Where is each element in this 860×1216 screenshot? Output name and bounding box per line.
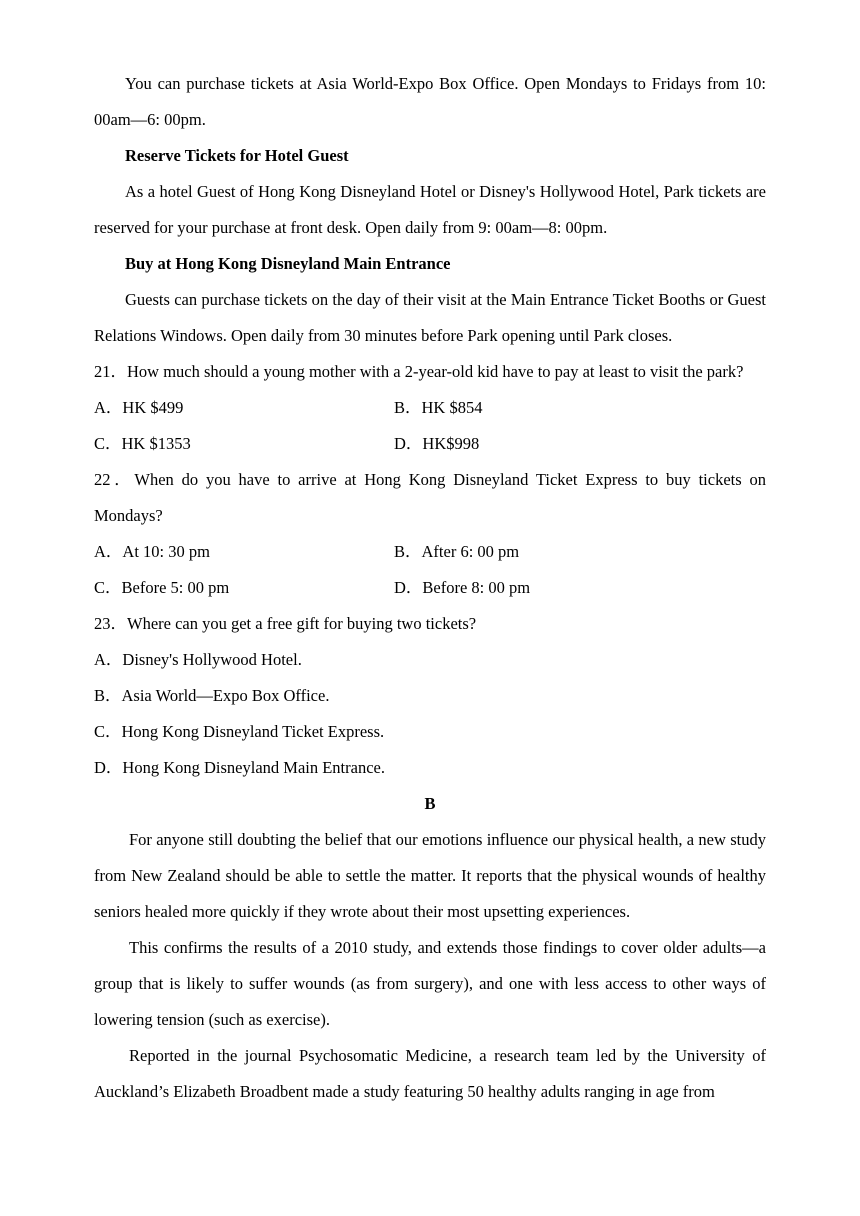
question-21-options-row-1 xyxy=(94,390,766,426)
question-21-stem: 21．How much should a young mother with a 2-year-old kid have to pay at least to visit the park? xyxy=(94,362,744,381)
option-23-d: D．Hong Kong Disneyland Main Entrance. xyxy=(94,758,385,777)
paragraph-main-entrance: Guests can purchase tickets on the day of their visit at the Main Entrance Ticket Booths or Guest Relations Windows. Open daily from 30 minutes before Park opening until Park closes. xyxy=(94,290,766,345)
option-23-c: C．Hong Kong Disneyland Ticket Express. xyxy=(94,722,385,741)
option-23-a: A．Disney's Hollywood Hotel. xyxy=(94,650,302,669)
paragraph-b-2: This confirms the results of a 2010 study, and extends those findings to cover older adults—a group that is likely to suffer wounds (as from surgery), and one with less access to other ways of lowering tension (such as exercise). xyxy=(94,938,766,1029)
question-21-options-row-2 xyxy=(94,426,766,462)
paragraph-box-office: You can purchase tickets at Asia World-Expo Box Office. Open Mondays to Fridays from 10: 00am—6: 00pm. xyxy=(94,74,766,129)
option-23-b: B．Asia World—Expo Box Office. xyxy=(94,686,330,705)
paragraph-b-3: Reported in the journal Psychosomatic Medicine, a research team led by the University of Auckland’s Elizabeth Broadbent made a study featuring 50 healthy adults ranging in age from xyxy=(94,1046,766,1101)
option-21-a: A．HK $499 xyxy=(94,398,184,417)
paragraph-hotel-guest: As a hotel Guest of Hong Kong Disneyland Hotel or Disney's Hollywood Hotel, Park tickets are reserved for your purchase at front desk. Open daily from 9: 00am—8: 00pm. xyxy=(94,182,766,237)
option-21-c: C．HK $1353 xyxy=(94,434,191,453)
section-b-title: B xyxy=(424,794,436,813)
option-22-c: C．Before 5: 00 pm xyxy=(94,578,230,597)
question-22-options-row-1 xyxy=(94,534,766,570)
option-21-b: B．HK $854 xyxy=(394,398,483,417)
option-21-d: D．HK$998 xyxy=(394,434,480,453)
document-page xyxy=(94,66,766,1110)
option-22-d: D．Before 8: 00 pm xyxy=(394,578,531,597)
option-22-a: A．At 10: 30 pm xyxy=(94,542,210,561)
heading-main-entrance: Buy at Hong Kong Disneyland Main Entrance xyxy=(125,254,451,273)
question-23-stem: 23．Where can you get a free gift for buying two tickets? xyxy=(94,614,477,633)
question-22-stem: 22．When do you have to arrive at Hong Kong Disneyland Ticket Express to buy tickets on Mondays? xyxy=(94,470,766,525)
heading-hotel-guest: Reserve Tickets for Hotel Guest xyxy=(125,146,349,165)
paragraph-b-1: For anyone still doubting the belief that our emotions influence our physical health, a new study from New Zealand should be able to settle the matter. It reports that the physical wounds of healthy seniors healed more quickly if they wrote about their most upsetting experiences. xyxy=(94,830,766,921)
question-22-options-row-2 xyxy=(94,570,766,606)
option-22-b: B．After 6: 00 pm xyxy=(394,542,520,561)
